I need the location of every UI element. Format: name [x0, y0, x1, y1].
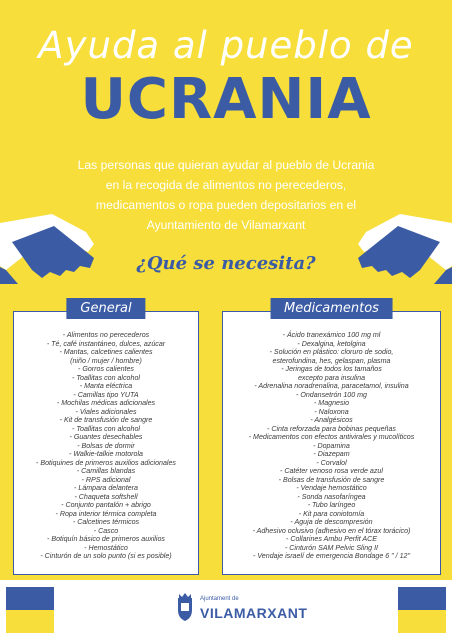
list-item: - Medicamentos con efectos antivirales y mucolíticos: [248, 433, 415, 441]
list-item: - Cinta reforzada para bobinas pequeñas: [267, 424, 396, 433]
list-item: - Cinturón SAM Pelvic Sling II: [284, 543, 379, 552]
footer: [0, 580, 452, 640]
general-panel: [13, 301, 199, 575]
list-item: - Hemostático: [84, 543, 128, 552]
medicamentos-list: [227, 331, 436, 561]
intro-line: Las personas que quieran ayudar al pueblo de Ucrania: [77, 158, 375, 172]
list-item: - Camillas blandas: [76, 467, 136, 475]
list-item: - Calcetines térmicos: [72, 518, 140, 526]
list-item: - Mantas, calcetines calientes: [59, 348, 153, 356]
list-item: - Camillas tipo YUTA: [73, 390, 139, 399]
list-item: - Toallitas con alcohol: [72, 424, 140, 433]
list-item: - Ondansetrón 100 mg: [296, 390, 367, 399]
list-item: - Diazepam: [313, 450, 350, 458]
list-item: - Guantes desechables: [69, 433, 143, 441]
list-item: - Analgésicos: [310, 416, 353, 424]
vilamarxant-crest-icon: [174, 592, 196, 622]
list-item: - RPS adicional: [81, 475, 131, 484]
list-item: - Chaqueta softshell: [74, 492, 138, 501]
list-item: - Manta eléctrica: [79, 382, 133, 390]
list-item: - Toallitas con alcohol: [72, 373, 140, 382]
list-item: - Cinturón de un solo punto (si es posible): [40, 552, 172, 560]
list-item: - Casco: [93, 526, 119, 535]
list-item: - Kit de transfusión de sangre: [59, 416, 153, 424]
medicamentos-panel: [222, 301, 441, 575]
list-item: - Vendaje hemostático: [296, 484, 367, 492]
list-item: - Botiquín básico de primeros auxilios: [47, 535, 165, 543]
list-item: - Té, café instantáneo, dulces, azúcar: [46, 339, 166, 348]
list-item: - Tubo laríngeo: [307, 501, 356, 509]
list-item: - Botiquines de primeros auxilios adicionales: [36, 458, 176, 467]
intro-line: medicamentos o ropa pueden depositarios en el: [95, 198, 357, 212]
ukraine-flag-icon: [6, 587, 54, 633]
list-item: - Adhesivo oclusivo (adhesivo en el tórax torácico): [252, 526, 411, 535]
list-item: - Viales adicionales: [75, 407, 137, 416]
list-item: - Aguja de descompresión: [290, 518, 373, 526]
list-item: - Bolsas de transfusión de sangre: [278, 475, 385, 484]
intro-line: en la recogida de alimentos no perecederos,: [105, 178, 347, 192]
medicamentos-tab-label: Medicamentos: [270, 298, 393, 319]
list-item: - Naloxona: [314, 407, 349, 416]
list-item: - Gorros calientes: [78, 365, 134, 373]
list-item: - Corvalol: [316, 458, 347, 467]
list-item: - Bolsas de dormir: [77, 441, 135, 450]
title-line1: Ayuda al pueblo de: [38, 24, 414, 67]
list-item: - Alimentos no perecederos: [62, 331, 150, 339]
general-list: [18, 331, 194, 561]
org-name-small: Ajuntament de: [200, 596, 239, 602]
list-item: (niño / mujer / hombre): [70, 356, 142, 365]
list-item: excepto para insulina: [297, 373, 366, 382]
list-item: - Walkie-talkie motorola: [69, 450, 143, 458]
list-item: - Dopamina: [313, 441, 350, 450]
list-item: - Ropa interior térmica completa: [55, 509, 157, 518]
list-item: esterofundina, hes, gelaspan, plasma: [272, 356, 391, 365]
list-item: - Conjunto pantalón + abrigo: [61, 501, 151, 509]
list-item: - Kit para coniotomía: [298, 509, 365, 518]
list-item: - Sonda nasofaríngea: [297, 492, 366, 501]
list-item: - Lámpara delantera: [74, 484, 138, 492]
list-item: - Magnesio: [313, 399, 350, 407]
list-item: - Vendaje israelí de emergencia Bondage 6 " / 12": [253, 552, 410, 560]
intro-line: Ayuntamiento de Vilamarxant: [146, 218, 306, 232]
list-item: - Mochilas médicas adicionales: [56, 399, 156, 407]
list-item: - Dexalgina, ketolgina: [297, 339, 366, 348]
org-name: VILAMARXANT: [200, 605, 308, 621]
general-tab-label: General: [66, 298, 145, 319]
list-item: - Ácido tranexámico 100 mg ml: [282, 331, 381, 339]
list-item: - Solución en plástico: cloruro de sodio,: [269, 348, 394, 356]
title-line2: UCRANIA: [80, 67, 372, 132]
ukraine-flag-icon: [398, 587, 446, 633]
list-item: - Jeringas de todos los tamaños: [281, 365, 382, 373]
list-item: - Adrenalina noradrenalina, paracetamol, insulina: [254, 382, 409, 390]
list-item: - Catéter venoso rosa verde azul: [280, 467, 383, 475]
list-item: - Collarines Ambu Perfit ACE: [286, 535, 377, 543]
question-heading: ¿Qué se necesita?: [136, 253, 316, 274]
